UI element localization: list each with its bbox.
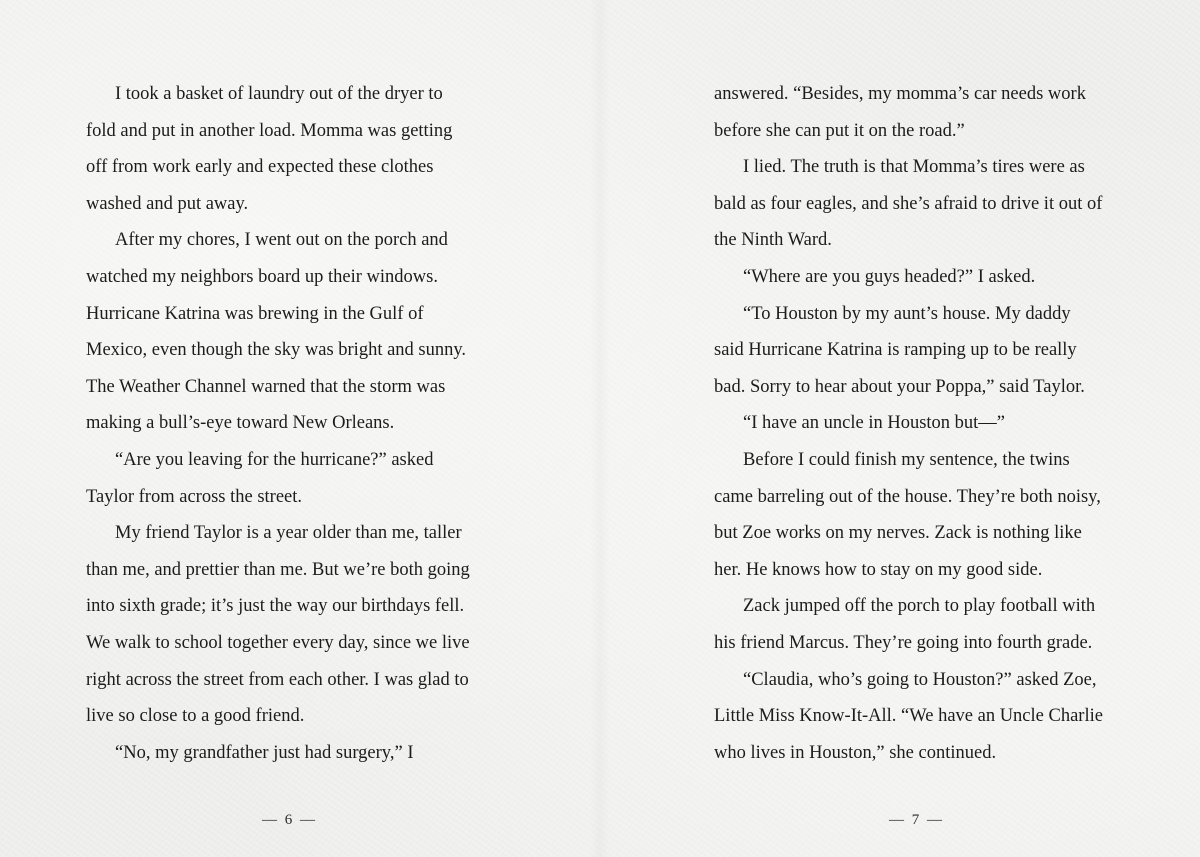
text-line: but Zoe works on my nerves. Zack is nothing like	[714, 523, 1082, 544]
book-gutter	[590, 0, 610, 857]
text-line: the Ninth Ward.	[714, 230, 832, 251]
text-line: live so close to a good friend.	[86, 706, 305, 727]
text-line: I lied. The truth is that Momma’s tires were as	[743, 157, 1085, 178]
text-line: bald as four eagles, and she’s afraid to drive it out of	[714, 193, 1103, 214]
text-line: Hurricane Katrina was brewing in the Gulf of	[86, 303, 424, 324]
left-page	[86, 76, 486, 771]
text-line: than me, and prettier than me. But we’re both going	[86, 559, 470, 580]
text-line: bad. Sorry to hear about your Poppa,” said Taylor.	[714, 376, 1085, 397]
text-line: came barreling out of the house. They’re both noisy,	[714, 486, 1101, 507]
text-line: Before I could finish my sentence, the twins	[743, 449, 1070, 470]
text-line: Zack jumped off the porch to play football with	[743, 596, 1096, 617]
text-line: who lives in Houston,” she continued.	[714, 742, 997, 763]
text-line: right across the street from each other. I was glad to	[86, 669, 469, 690]
page-number-left: — 6 —	[262, 812, 317, 828]
text-line: We walk to school together every day, since we live	[86, 632, 470, 653]
text-line: before she can put it on the road.”	[714, 120, 965, 141]
text-line: The Weather Channel warned that the storm was	[86, 376, 446, 397]
text-line: Taylor from across the street.	[86, 486, 303, 507]
text-line: “Claudia, who’s going to Houston?” asked Zoe,	[743, 669, 1097, 690]
text-line: I took a basket of laundry out of the dryer to	[115, 84, 443, 104]
text-line: “To Houston by my aunt’s house. My daddy	[743, 303, 1071, 324]
text-line: “Where are you guys headed?” I asked.	[743, 266, 1036, 287]
text-line: fold and put in another load. Momma was getting	[86, 120, 453, 141]
text-line: “I have an uncle in Houston but—”	[743, 413, 1006, 434]
text-line: answered. “Besides, my momma’s car needs work	[714, 84, 1086, 104]
text-line: Little Miss Know-It-All. “We have an Uncle Charlie	[714, 706, 1103, 727]
right-page	[714, 76, 1114, 771]
text-line: said Hurricane Katrina is ramping up to be really	[714, 340, 1077, 361]
text-line: washed and put away.	[86, 193, 249, 214]
text-line: off from work early and expected these clothes	[86, 157, 434, 178]
text-line: “No, my grandfather just had surgery,” I	[115, 742, 414, 763]
text-line: After my chores, I went out on the porch and	[115, 230, 448, 251]
text-line: her. He knows how to stay on my good side.	[714, 559, 1043, 580]
text-line: Mexico, even though the sky was bright and sunny.	[86, 340, 467, 361]
page-number-right: — 7 —	[889, 812, 944, 828]
text-line: watched my neighbors board up their windows.	[86, 266, 438, 287]
text-line: My friend Taylor is a year older than me, taller	[115, 523, 462, 544]
text-line: making a bull’s-eye toward New Orleans.	[86, 413, 395, 434]
text-line: “Are you leaving for the hurricane?” asked	[115, 449, 434, 470]
text-line: his friend Marcus. They’re going into fourth grade.	[714, 632, 1093, 653]
text-line: into sixth grade; it’s just the way our birthdays fell.	[86, 596, 465, 617]
